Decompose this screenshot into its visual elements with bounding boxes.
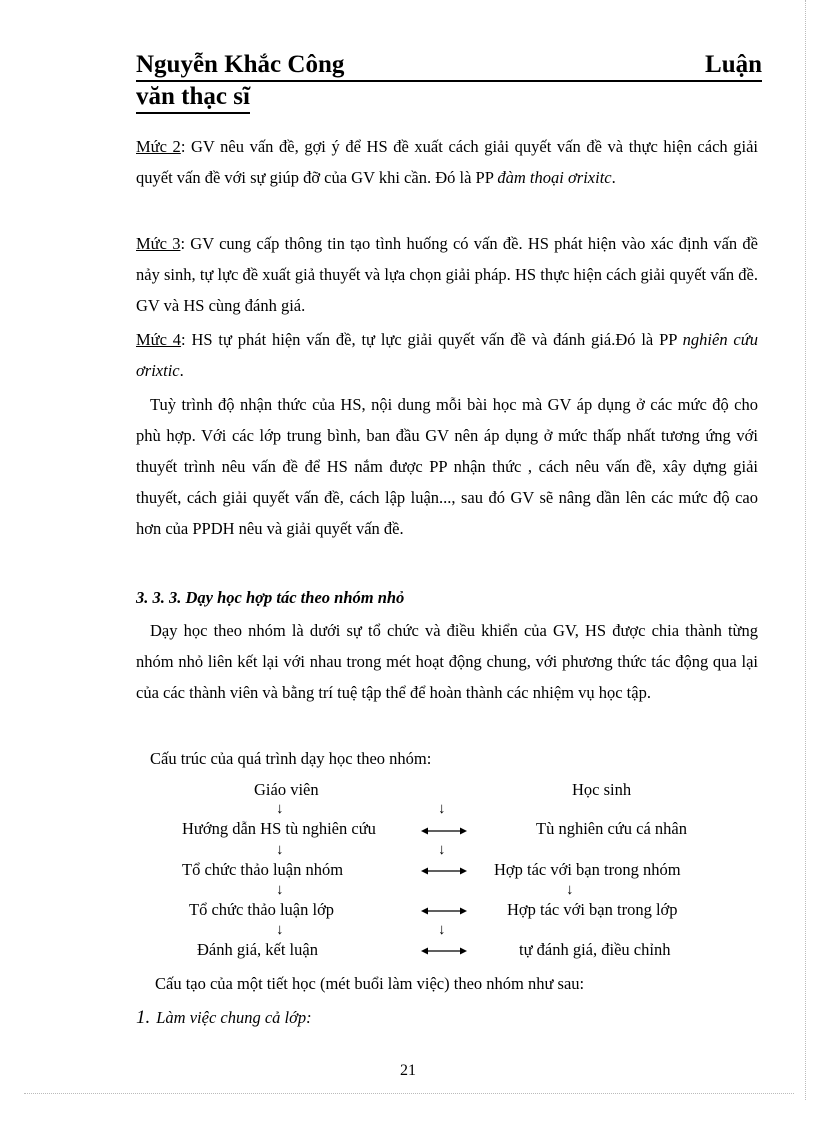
page-number: 21 (400, 1062, 416, 1079)
muc4-label: Mức 4 (136, 330, 182, 349)
diagram-right-step-4: tự đánh giá, điều chỉnh (519, 940, 671, 959)
muc4-text: : HS tự phát hiện vấn đề, tự lực giải quyết vấn đề và đánh giá.Đó là PP (181, 330, 683, 349)
muc2-label: Mức 2 (136, 137, 181, 156)
list-item (136, 1002, 758, 1033)
paragraph-muc2 (136, 131, 758, 193)
section-heading: 3. 3. 3. Dạy học hợp tác theo nhóm nhỏ (136, 588, 405, 607)
muc2-italic: đàm thoại ơrixitc (497, 168, 612, 187)
muc3-text: : GV cung cấp thông tin tạo tình huống có vấn đề. HS phát hiện vào xác định vấn đề nảy sinh, tự lực đề xuất giả thuyết và lựa chọn giải pháp. HS thực hiện cách giải quyết vấn đề. GV và HS cùng đánh giá. (136, 234, 759, 315)
header-author: Nguyễn Khắc Công (136, 51, 345, 78)
paragraph-muc4 (136, 324, 758, 386)
diagram-left-step-3: Tổ chức thảo luận lớp (189, 900, 335, 919)
diagram-left-step-1: Hướng dẫn HS tù nghiên cứu (182, 819, 376, 838)
double-arrow-icon (421, 946, 467, 956)
down-arrow-icon: ↓ (438, 922, 446, 938)
diagram-left-header: Giáo viên (254, 780, 319, 799)
down-arrow-icon: ↓ (276, 801, 284, 817)
paragraph-day-hoc: Dạy học theo nhóm là dưới sự tổ chức và điều khiển của GV, HS được chia thành từng nhóm nhỏ liên kết lại với nhau trong mét hoạt động chung, với phương thức tác động qua lại của các thành viên và bằng trí tuệ tập thể để hoàn thành các nhiệm vụ học tập. (136, 621, 758, 702)
down-arrow-icon: ↓ (276, 882, 284, 898)
page-bottom-border (24, 1093, 794, 1094)
paragraph-tuy-trinh: Tuỳ trình độ nhận thức của HS, nội dung mỗi bài học mà GV áp dụng ở các mức độ cho phù hợp. Với các lớp trung bình, ban đầu GV nên áp dụng ở mức thấp nhất tương ứng với thuyết trình nêu vấn đề để HS nắm được PP nhận thức , cách nêu vấn đề, xây dựng giải thuyết, cách giải quyết vấn đề, cách lập luận..., sau đó GV sẽ nâng dần lên các mức độ cao hơn của PPDH nêu và giải quyết vấn đề. (136, 395, 758, 538)
diagram-right-step-1: Tù nghiên cứu cá nhân (536, 819, 687, 838)
diagram-right-step-2: Hợp tác với bạn trong nhóm (494, 860, 681, 879)
muc4-italic: nghiên cứu ơrixtic (136, 330, 758, 380)
header-title-part2: văn thạc sĩ (136, 82, 250, 114)
diagram-right-header: Học sinh (572, 780, 632, 799)
header-title-part1: Luận (705, 51, 762, 78)
down-arrow-icon: ↓ (438, 801, 446, 817)
diagram-left-step-4: Đánh giá, kết luận (197, 940, 318, 959)
double-arrow-icon (421, 866, 467, 876)
double-arrow-icon (421, 826, 467, 836)
page-header (136, 50, 762, 114)
diagram-left-step-2: Tổ chức thảo luận nhóm (182, 860, 344, 879)
paragraph-cau-tao: Cấu tạo của một tiết học (mét buổi làm việc) theo nhóm như sau: (155, 974, 585, 993)
paragraph-muc3 (136, 228, 758, 321)
paragraph-cau-truc: Cấu trúc của quá trình dạy học theo nhóm: (150, 749, 432, 768)
down-arrow-icon: ↓ (276, 922, 284, 938)
down-arrow-icon: ↓ (276, 842, 284, 858)
down-arrow-icon: ↓ (438, 842, 446, 858)
diagram-right-step-3: Hợp tác với bạn trong lớp (507, 900, 678, 919)
double-arrow-icon (421, 906, 467, 916)
page-right-border (805, 0, 806, 1100)
list-item-text: Làm việc chung cả lớp: (156, 1008, 312, 1027)
muc4-end: . (179, 361, 184, 380)
list-number: 1. (136, 1007, 151, 1028)
down-arrow-icon: ↓ (566, 882, 574, 898)
muc3-label: Mức 3 (136, 234, 181, 253)
muc2-text: : GV nêu vấn đề, gợi ý để HS đề xuất cách giải quyết vấn đề và thực hiện cách giải quyết vấn đề với sự giúp đỡ của GV khi cần. Đó là PP (136, 137, 759, 187)
muc2-end: . (611, 168, 616, 187)
